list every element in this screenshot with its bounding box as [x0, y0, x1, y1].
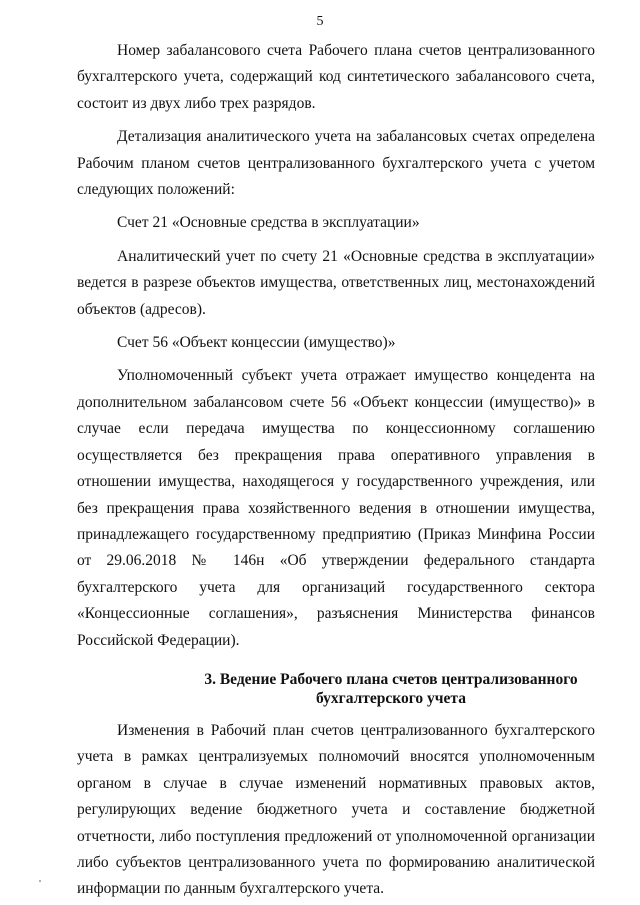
section-heading-line-2: бухгалтерского учета: [316, 689, 466, 707]
paragraph-analytics-detail: Детализация аналитического учета на забалансовых счетах определена Рабочим планом счетов централизованного бухгалтерского учета с учетом следующих положений:: [77, 128, 595, 199]
paragraph-offbalance-account-number: Номер забалансового счета Рабочего плана счетов централизованного бухгалтерского учета, содержащий код синтетического забалансового счета, состоит из двух либо трех разрядов.: [77, 42, 595, 112]
account-56-title: Счет 56 «Объект концессии (имущество)»: [117, 334, 396, 352]
section-heading-line-1: 3. Ведение Рабочего плана счетов централизованного: [204, 670, 578, 688]
document-body: [77, 38, 595, 903]
account-21-title: Счет 21 «Основные средства в эксплуатации»: [117, 214, 420, 232]
scan-dot: [39, 880, 41, 882]
section-heading: [77, 670, 595, 708]
paragraph-account-21: Аналитический учет по счету 21 «Основные средства в эксплуатации» ведется в разрезе объектов имущества, ответственных лиц, местонахождений объектов (адресов).: [77, 247, 595, 318]
page-number: 5: [316, 14, 324, 29]
paragraph-account-56: Уполномоченный субъект учета отражает имущество концедента на дополнительном забалансовом счете 56 «Объект концессии (имущество)» в случае если передача имущества по концессионному соглашению осуществляется без прекращения права оперативного управления в отношении имущества, находящегося у государственного учреждения, или без прекращения права хозяйственного ведения в отношении имущества, принадлежащего государственному предприятию (Приказ Минфина России от 29.06.2018 № 146н «Об утверждении федерального стандарта бухгалтерского учета для организаций государственного сектора «Концессионные соглашения», разъяснения Министерства финансов Российской Федерации).: [77, 367, 595, 649]
paragraph-plan-changes: Изменения в Рабочий план счетов централизованного бухгалтерского учета в рамках централизуемых полномочий вносятся уполномоченным органом в случае в случае изменений нормативных правовых актов, регулирующих ведение бюджетного учета и составление бюджетной отчетности, либо поступления предложений от уполномоченной организации либо субъектов централизованного учета по формированию аналитической информации по данным бухгалтерского учета.: [77, 721, 595, 898]
